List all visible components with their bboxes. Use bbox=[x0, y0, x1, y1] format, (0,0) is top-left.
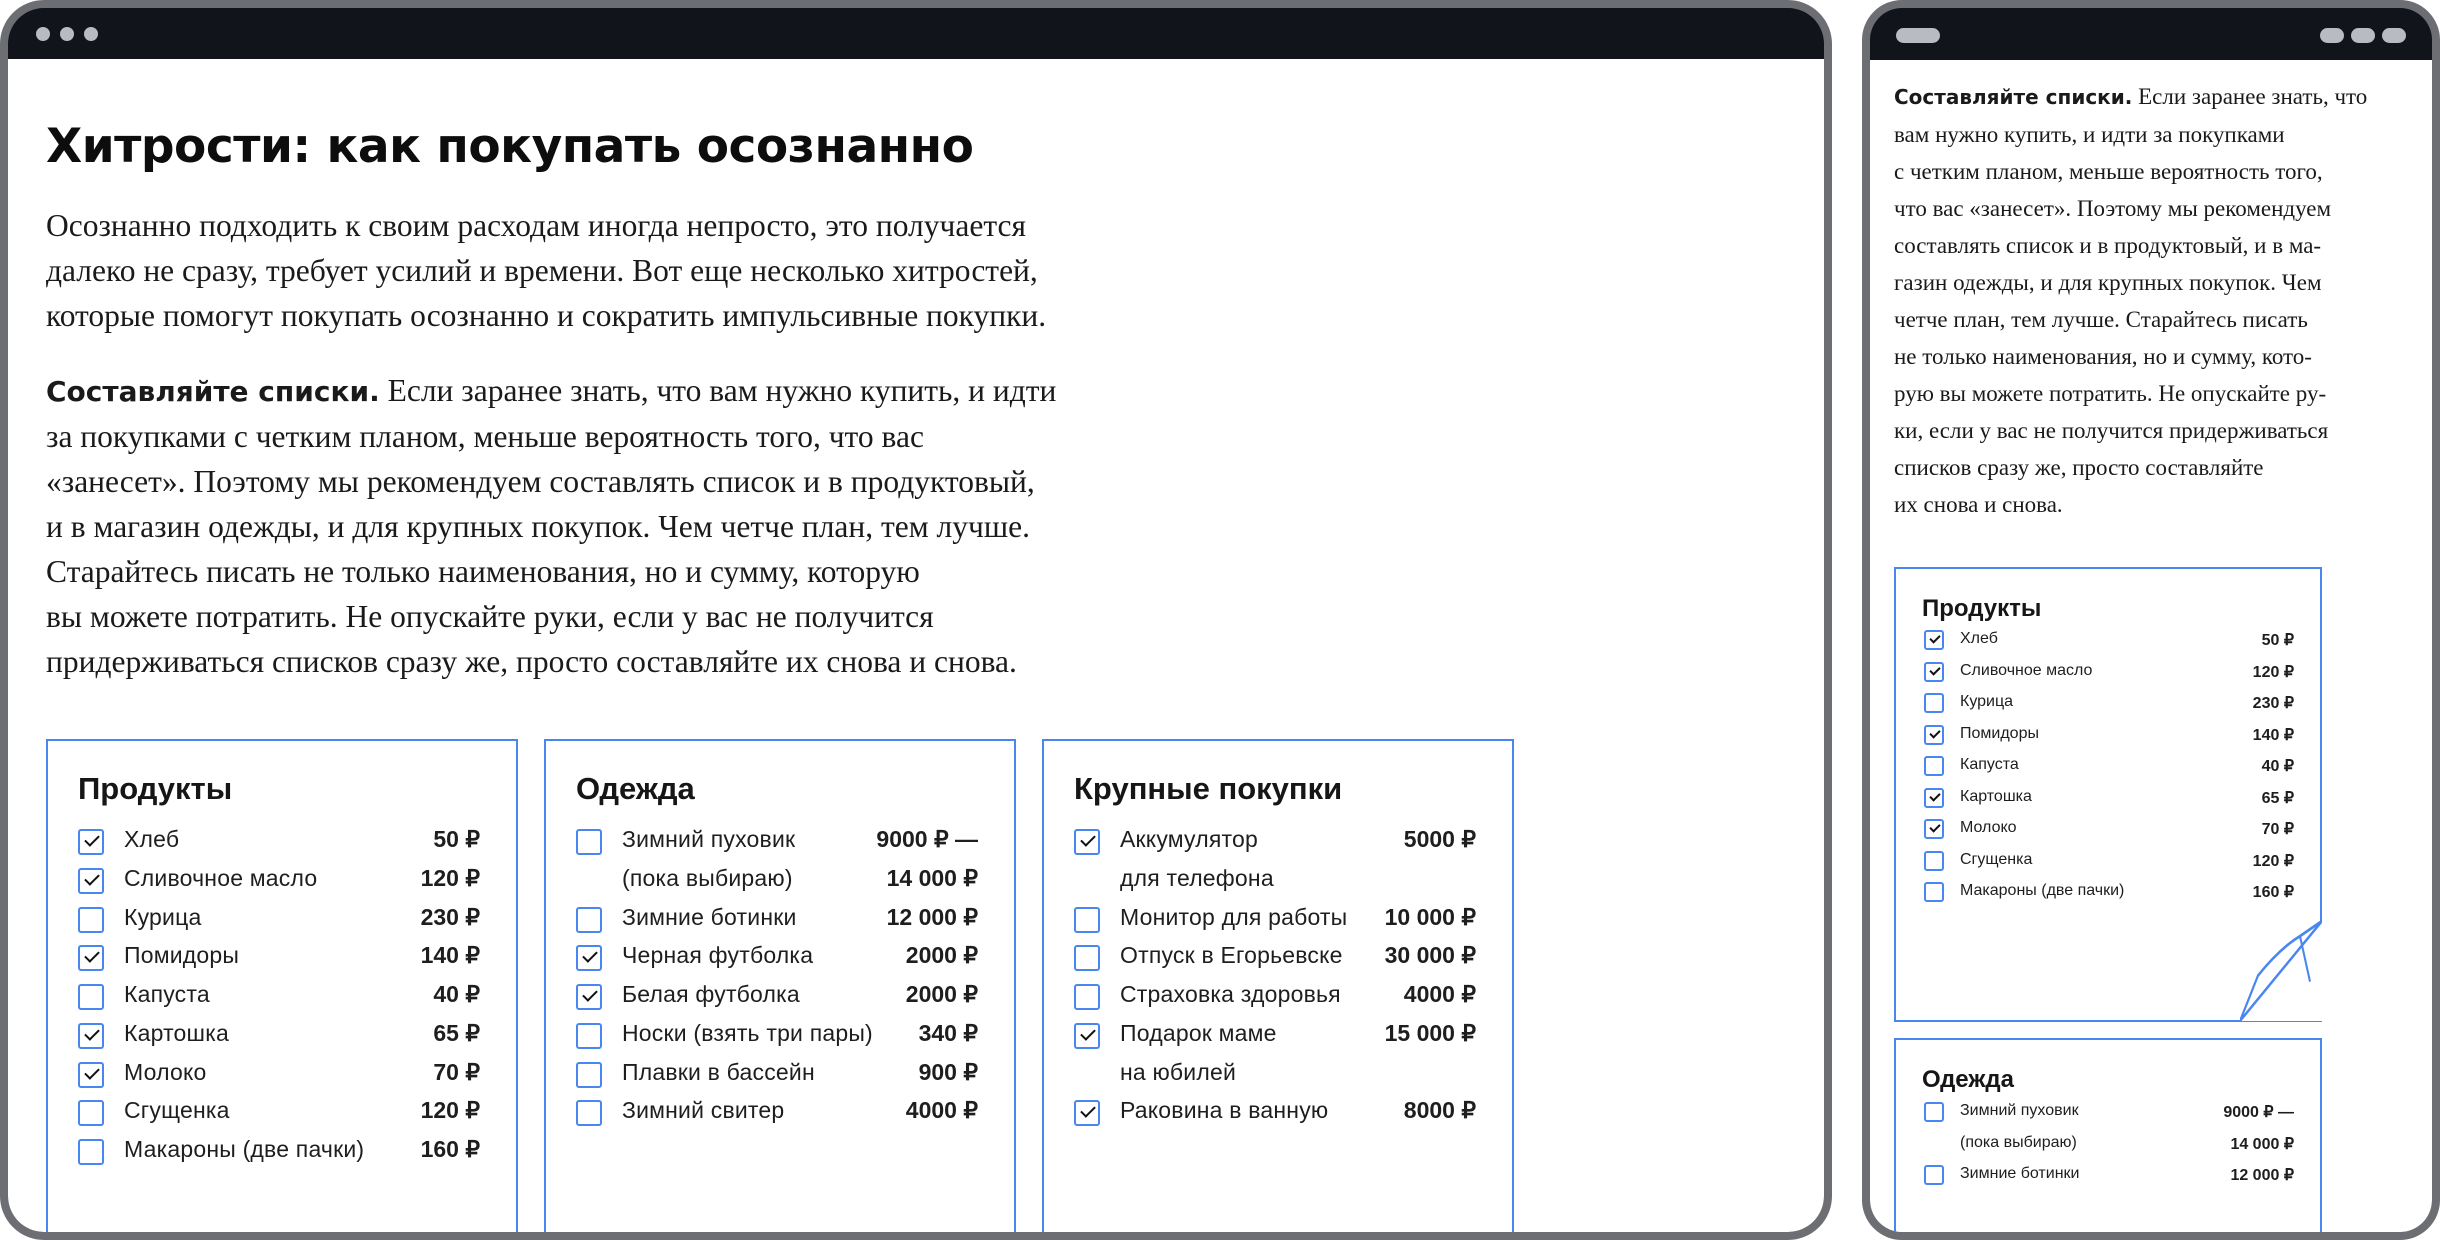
tip-line: что вас «занесет». Поэтому мы рекомендуем bbox=[1894, 196, 2332, 221]
mobile-list-card-clothes bbox=[1894, 1038, 2322, 1232]
item-label: Зимние ботинки bbox=[1960, 1165, 2080, 1182]
item-label: Молоко bbox=[1960, 819, 2017, 836]
tip-line: не только наименования, но и сумму, кото- bbox=[1894, 344, 2312, 369]
list-card-groceries bbox=[46, 739, 518, 1232]
item-label: Отпуск в Егорьевске bbox=[1120, 942, 1343, 969]
status-dot-icon bbox=[2351, 28, 2375, 43]
item-price: 30 000 ₽ bbox=[1384, 942, 1476, 969]
intro-line: которые помогут покупать осознанно и сократить импульсивные покупки. bbox=[46, 298, 1047, 333]
item-label: Капуста bbox=[124, 981, 210, 1007]
list-item bbox=[1896, 813, 2320, 844]
page-content bbox=[8, 59, 1824, 1232]
item-price: 12 000 ₽ bbox=[886, 903, 978, 930]
list-item bbox=[1896, 782, 2320, 813]
item-label: на юбилей bbox=[1120, 1058, 1237, 1085]
checkbox[interactable] bbox=[576, 829, 602, 855]
item-price: 230 ₽ bbox=[2252, 695, 2294, 712]
list-item bbox=[48, 938, 516, 977]
item-price: 12 000 ₽ bbox=[2230, 1167, 2294, 1184]
status-dot-icon bbox=[2382, 28, 2406, 43]
list-item bbox=[1044, 1016, 1512, 1055]
list-item bbox=[1044, 938, 1512, 977]
item-label: Сливочное масло bbox=[1960, 661, 2093, 679]
tip-line: вам нужно купить, и идти за покупками bbox=[1894, 122, 2285, 147]
tip-line: придерживаться списков сразу же, просто составляйте их снова и снова. bbox=[46, 644, 1017, 679]
item-price: 9000 ₽ — bbox=[876, 826, 978, 852]
list-item bbox=[48, 861, 516, 900]
item-price: 4000 ₽ bbox=[1403, 981, 1476, 1007]
list-item bbox=[48, 1132, 516, 1171]
checkbox[interactable] bbox=[1074, 1100, 1100, 1126]
item-label: Помидоры bbox=[1960, 724, 2039, 742]
list-item bbox=[1896, 1096, 2320, 1127]
tip-line: вы можете потратить. Не опускайте руки, если у вас не получится bbox=[46, 599, 934, 634]
item-price: 340 ₽ bbox=[918, 1019, 978, 1046]
list-item bbox=[1896, 624, 2320, 655]
checkbox[interactable] bbox=[576, 1100, 602, 1126]
item-price: 70 ₽ bbox=[433, 1058, 480, 1085]
tip-line: рую вы можете потратить. Не опускайте ру- bbox=[1894, 381, 2327, 406]
list-item bbox=[48, 1093, 516, 1132]
checkbox[interactable] bbox=[1074, 829, 1100, 855]
list-item bbox=[546, 822, 1014, 861]
checkbox[interactable] bbox=[1074, 1023, 1100, 1049]
item-label: Зимний свитер bbox=[622, 1097, 785, 1124]
item-label: Помидоры bbox=[124, 942, 240, 969]
tip-line: и в магазин одежды, и для крупных покупок. Чем четче план, тем лучше. bbox=[46, 509, 1030, 544]
checkbox[interactable] bbox=[78, 907, 104, 933]
item-price: 14 000 ₽ bbox=[886, 864, 978, 891]
item-label: Монитор для работы bbox=[1120, 903, 1348, 930]
item-price: 900 ₽ bbox=[918, 1058, 978, 1085]
item-label: Страховка здоровья bbox=[1120, 981, 1341, 1007]
checkbox[interactable] bbox=[1074, 907, 1100, 933]
checkbox[interactable] bbox=[1924, 662, 1944, 682]
checkbox[interactable] bbox=[1924, 819, 1944, 839]
tip-line: их снова и снова. bbox=[1894, 492, 2063, 517]
item-label: для телефона bbox=[1120, 864, 1274, 891]
list-item bbox=[48, 1016, 516, 1055]
list-item bbox=[1044, 1055, 1512, 1094]
list-item bbox=[1044, 861, 1512, 900]
item-label: Черная футболка bbox=[622, 942, 814, 969]
list-item bbox=[1896, 1159, 2320, 1190]
card-title: Продукты bbox=[1922, 595, 2042, 622]
checkbox[interactable] bbox=[1924, 630, 1944, 650]
checkbox[interactable] bbox=[1074, 984, 1100, 1010]
list-item bbox=[1896, 876, 2320, 907]
tip-text: Если заранее знать, что вам нужно купить, и идти bbox=[379, 373, 1057, 408]
list-item bbox=[546, 977, 1014, 1016]
item-price: 120 ₽ bbox=[420, 1097, 480, 1124]
list-item bbox=[546, 1093, 1014, 1132]
checkbox[interactable] bbox=[1074, 945, 1100, 971]
checkbox[interactable] bbox=[1924, 788, 1944, 808]
window-titlebar bbox=[8, 8, 1824, 59]
mobile-content bbox=[1870, 60, 2432, 1232]
list-item bbox=[48, 977, 516, 1016]
tip-line: составлять список и в продуктовый, и в ма- bbox=[1894, 233, 2322, 258]
mobile-frame bbox=[1862, 0, 2440, 1240]
checkbox[interactable] bbox=[78, 945, 104, 971]
checkbox[interactable] bbox=[576, 1062, 602, 1088]
checkbox[interactable] bbox=[576, 1023, 602, 1049]
checkbox[interactable] bbox=[78, 1062, 104, 1088]
list-item bbox=[546, 900, 1014, 939]
item-label: Сгущенка bbox=[124, 1097, 230, 1124]
item-price: 230 ₽ bbox=[420, 903, 480, 930]
window-controls bbox=[36, 27, 98, 41]
item-label: (пока выбираю) bbox=[1960, 1133, 2077, 1151]
card-title: Одежда bbox=[576, 771, 695, 806]
intro-line: Осознанно подходить к своим расходам иногда непросто, это получается bbox=[46, 208, 1026, 243]
list-card-clothes bbox=[544, 739, 1016, 1232]
list-item bbox=[546, 1016, 1014, 1055]
item-price: 14 000 ₽ bbox=[2230, 1135, 2294, 1153]
item-price: 40 ₽ bbox=[433, 981, 480, 1007]
checkbox[interactable] bbox=[1924, 756, 1944, 776]
item-label: Курица bbox=[1960, 693, 2014, 710]
list-item bbox=[1044, 1093, 1512, 1132]
maximize-dot-icon[interactable] bbox=[84, 27, 98, 41]
item-price: 65 ₽ bbox=[433, 1019, 480, 1046]
tip-line: списков сразу же, просто составляйте bbox=[1894, 455, 2264, 480]
tip-heading: Составляйте списки. bbox=[1894, 85, 2133, 109]
item-price: 40 ₽ bbox=[2261, 758, 2294, 775]
item-label: Хлеб bbox=[124, 826, 180, 852]
item-price: 10 000 ₽ bbox=[1384, 903, 1476, 930]
item-price: 15 000 ₽ bbox=[1384, 1019, 1476, 1046]
item-label: Молоко bbox=[124, 1058, 207, 1085]
list-card-big-purchases bbox=[1042, 739, 1514, 1232]
list-item bbox=[1044, 900, 1512, 939]
item-label: Макароны (две пачки) bbox=[124, 1136, 365, 1162]
tip-text: Если заранее знать, что bbox=[2132, 84, 2368, 109]
item-label: Раковина в ванную bbox=[1120, 1097, 1329, 1124]
list-item bbox=[1896, 656, 2320, 687]
item-price: 2000 ₽ bbox=[905, 981, 978, 1007]
minimize-dot-icon[interactable] bbox=[60, 27, 74, 41]
item-label: Зимний пуховик bbox=[1960, 1102, 2079, 1119]
item-label: Хлеб bbox=[1960, 630, 1998, 647]
item-price: 70 ₽ bbox=[2261, 821, 2294, 838]
list-item bbox=[1896, 845, 2320, 876]
list-item bbox=[1044, 822, 1512, 861]
item-label: Сгущенка bbox=[1960, 850, 2033, 868]
item-price: 50 ₽ bbox=[2261, 632, 2294, 649]
mobile-list-card-groceries bbox=[1894, 567, 2322, 1022]
list-item bbox=[1896, 687, 2320, 718]
checkbox[interactable] bbox=[576, 945, 602, 971]
list-item bbox=[1896, 1128, 2320, 1159]
item-label: Носки (взять три пары) bbox=[622, 1019, 873, 1046]
item-price: 50 ₽ bbox=[433, 826, 480, 852]
list-item bbox=[48, 900, 516, 939]
list-item bbox=[48, 822, 516, 861]
item-price: 140 ₽ bbox=[420, 942, 480, 969]
item-label: Зимний пуховик bbox=[622, 826, 796, 852]
tip-heading: Составляйте списки. bbox=[46, 375, 380, 408]
tip-line bbox=[46, 368, 1056, 414]
item-price: 160 ₽ bbox=[420, 1136, 480, 1162]
checkbox[interactable] bbox=[1924, 882, 1944, 902]
list-item bbox=[1896, 719, 2320, 750]
tip-line: ки, если у вас не получится придерживаться bbox=[1894, 418, 2329, 443]
mobile-statusbar bbox=[1870, 8, 2432, 60]
item-label: Белая футболка bbox=[622, 981, 800, 1007]
list-item bbox=[1896, 750, 2320, 781]
close-dot-icon[interactable] bbox=[36, 27, 50, 41]
tip-line: четче план, тем лучше. Старайтесь писать bbox=[1894, 307, 2308, 332]
item-price: 4000 ₽ bbox=[905, 1097, 978, 1124]
item-label: Макароны (две пачки) bbox=[1960, 882, 2125, 899]
page-title: Хитрости: как покупать осознанно bbox=[46, 119, 974, 174]
checkbox[interactable] bbox=[78, 1139, 104, 1165]
list-item bbox=[48, 1055, 516, 1094]
card-title: Крупные покупки bbox=[1074, 771, 1343, 806]
intro-line: далеко не сразу, требует усилий и времени. Вот еще несколько хитростей, bbox=[46, 253, 1038, 288]
item-price: 120 ₽ bbox=[2252, 852, 2294, 870]
tip-line: за покупками с четким планом, меньше вероятность того, что вас bbox=[46, 419, 924, 454]
item-label: Капуста bbox=[1960, 756, 2019, 773]
tip-paragraph bbox=[46, 368, 1056, 684]
item-price: 120 ₽ bbox=[2252, 663, 2294, 681]
list-item bbox=[546, 861, 1014, 900]
checkbox[interactable] bbox=[1924, 851, 1944, 871]
item-label: Картошка bbox=[1960, 787, 2032, 805]
item-label: Плавки в бассейн bbox=[622, 1058, 815, 1085]
card-title: Одежда bbox=[1922, 1066, 2014, 1093]
tip-line: газин одежды, и для крупных покупок. Чем bbox=[1894, 270, 2322, 295]
checkbox[interactable] bbox=[78, 829, 104, 855]
status-dot-icon bbox=[2320, 28, 2344, 43]
item-price: 5000 ₽ bbox=[1403, 826, 1476, 852]
item-price: 120 ₽ bbox=[420, 864, 480, 891]
item-price: 8000 ₽ bbox=[1403, 1097, 1476, 1124]
item-price: 140 ₽ bbox=[2252, 726, 2294, 744]
item-price: 9000 ₽ — bbox=[2223, 1104, 2294, 1121]
card-title: Продукты bbox=[78, 771, 233, 806]
tip-line: Старайтесь писать не только наименования, но и сумму, которую bbox=[46, 554, 920, 589]
item-label: Подарок маме bbox=[1120, 1019, 1277, 1046]
item-label: Зимние ботинки bbox=[622, 903, 797, 930]
checkbox[interactable] bbox=[1924, 1165, 1944, 1185]
status-icons bbox=[2320, 28, 2406, 43]
camera-pill-icon bbox=[1896, 28, 1940, 43]
checkbox[interactable] bbox=[1924, 725, 1944, 745]
checkbox[interactable] bbox=[1924, 693, 1944, 713]
item-label: Сливочное масло bbox=[124, 864, 318, 891]
tip-line: с четким планом, меньше вероятность того, bbox=[1894, 159, 2323, 184]
item-price: 2000 ₽ bbox=[905, 942, 978, 969]
checkbox[interactable] bbox=[78, 1100, 104, 1126]
checkbox[interactable] bbox=[78, 984, 104, 1010]
tip-line: «занесет». Поэтому мы рекомендуем составлять список и в продуктовый, bbox=[46, 464, 1035, 499]
item-label: Курица bbox=[124, 903, 202, 930]
intro-paragraph bbox=[46, 203, 1046, 338]
list-item bbox=[546, 938, 1014, 977]
checkbox[interactable] bbox=[576, 907, 602, 933]
list-item bbox=[546, 1055, 1014, 1094]
list-item bbox=[1044, 977, 1512, 1016]
item-price: 160 ₽ bbox=[2252, 884, 2294, 901]
checkbox[interactable] bbox=[1924, 1102, 1944, 1122]
item-label: Аккумулятор bbox=[1120, 826, 1258, 852]
item-label: Картошка bbox=[124, 1019, 229, 1046]
mobile-tip-paragraph bbox=[1894, 78, 2367, 523]
item-price: 65 ₽ bbox=[2261, 789, 2294, 807]
checkbox[interactable] bbox=[576, 984, 602, 1010]
page-curl-icon bbox=[2240, 921, 2322, 1021]
tip-line bbox=[1894, 78, 2367, 116]
item-label: (пока выбираю) bbox=[622, 864, 793, 891]
checkbox[interactable] bbox=[78, 868, 104, 894]
checkbox[interactable] bbox=[78, 1023, 104, 1049]
